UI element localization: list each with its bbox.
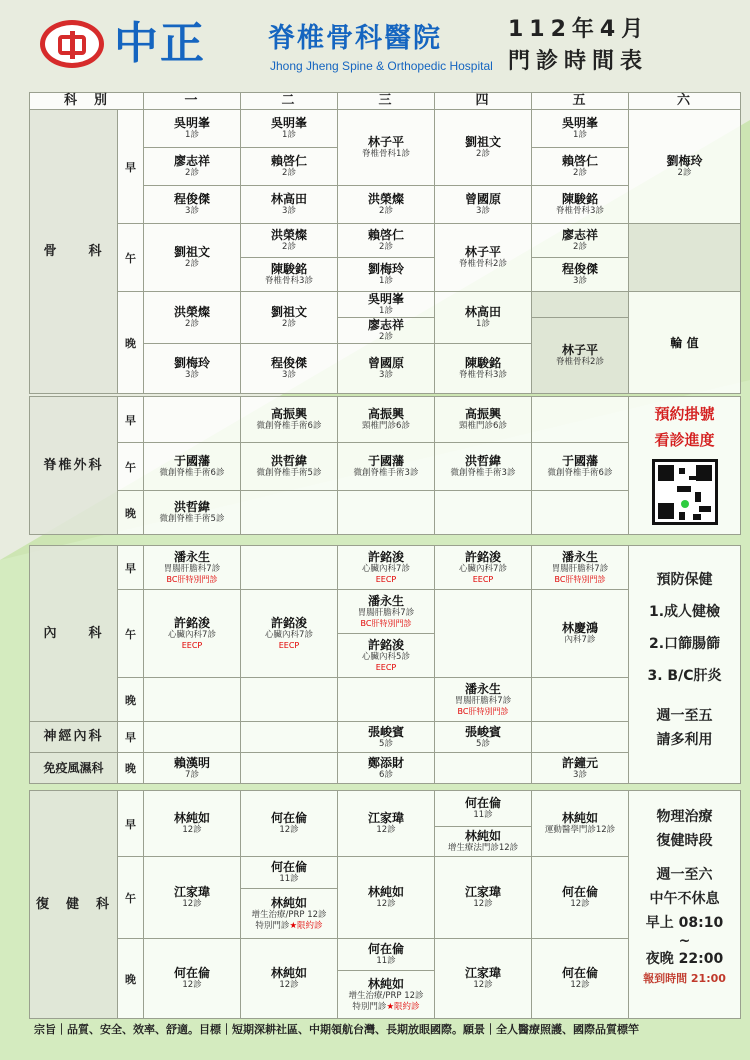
- schedule-cell: 廖志祥 2診: [532, 224, 629, 258]
- schedule-cell: 吳明峯 1診: [338, 292, 435, 318]
- schedule-cell: 林子平 脊椎骨科1診: [338, 110, 435, 186]
- physio-note: 中午不休息: [649, 891, 720, 907]
- dept-rehab: 復 健 科: [30, 791, 118, 1019]
- schedule-cell: 林慶鴻 內科7診: [532, 590, 629, 678]
- col-header-mon: 一: [144, 93, 241, 110]
- schedule-title: 門診時間表: [508, 49, 649, 74]
- schedule-cell: 曾國原 3診: [338, 344, 435, 394]
- physio-title: 物理治療: [656, 809, 713, 825]
- schedule-cell: 洪哲緯 微創脊椎手術3診: [435, 443, 532, 491]
- empty-cell: [144, 678, 241, 722]
- schedule-cell: 高振興 微創脊椎手術6診: [241, 397, 338, 443]
- col-header-dept: 科 別: [30, 93, 144, 110]
- hospital-name-en: Jhong Jheng Spine & Orthopedic Hospital: [270, 59, 493, 73]
- slot-evening: 晚: [118, 292, 144, 394]
- empty-cell: [629, 224, 741, 292]
- schedule-cell: 何在倫 12診: [144, 939, 241, 1019]
- internal-table: [29, 545, 741, 784]
- schedule-cell: 林純如 12診: [338, 857, 435, 939]
- schedule-cell: 許鐘元 3診: [532, 753, 629, 784]
- empty-cell: [532, 292, 629, 318]
- schedule-cell: 賴漢明 7診: [144, 753, 241, 784]
- schedule-cell: 張峻賓 5診: [435, 722, 532, 753]
- physio-checkin: 報到時間 21:00: [643, 972, 726, 985]
- schedule-cell: 林子平 脊椎骨科2診: [532, 318, 629, 394]
- schedule-cell: 于國藩 微創脊椎手術3診: [338, 443, 435, 491]
- slot-morning: 早: [118, 397, 144, 443]
- schedule-cell: 江家瑋 12診: [435, 939, 532, 1019]
- empty-cell: [241, 678, 338, 722]
- empty-cell: [338, 491, 435, 535]
- empty-cell: [532, 722, 629, 753]
- slot-morning: 早: [118, 110, 144, 224]
- schedule-cell: 洪哲緯 微創脊椎手術5診: [241, 443, 338, 491]
- schedule-cell: 林純如 增生療法門診12診: [435, 827, 532, 857]
- schedule-cell: 江家瑋 12診: [338, 791, 435, 857]
- empty-cell: [532, 397, 629, 443]
- schedule-cell: 陳駿銘 脊椎骨科3診: [435, 344, 532, 394]
- slot-evening: 晚: [118, 939, 144, 1019]
- header: [0, 0, 750, 90]
- schedule-cell: 廖志祥 2診: [144, 148, 241, 186]
- schedule-cell: 劉祖文 2診: [144, 224, 241, 292]
- schedule-cell: 高振興 頸椎門診6診: [435, 397, 532, 443]
- schedule-cell: 高振興 頸椎門診6診: [338, 397, 435, 443]
- spine-table: [29, 396, 741, 535]
- slot-noon: 午: [118, 443, 144, 491]
- schedule-cell: 洪榮燦 2診: [144, 292, 241, 344]
- footer-mission: 宗旨｜品質、安全、效率、舒適。目標｜短期深耕社區、中期領航台灣、長期放眼國際。願景｜全人醫療照護、國際品質標竿: [34, 1023, 639, 1036]
- schedule-cell: 林純如 增生治療/PRP 12診 特別門診★限約診: [338, 971, 435, 1019]
- schedule-cell: 陳駿銘 脊椎骨科3診: [241, 258, 338, 292]
- schedule-cell: 程俊傑 3診: [532, 258, 629, 292]
- schedule-cell: 賴啓仁 2診: [241, 148, 338, 186]
- schedule-cell: 鄭添財 6診: [338, 753, 435, 784]
- hospital-logo-icon: [40, 20, 104, 68]
- schedule-cell: 潘永生 胃腸肝膽科7診 BC肝特別門診: [435, 678, 532, 722]
- slot-evening: 晚: [118, 678, 144, 722]
- empty-cell: [338, 678, 435, 722]
- booking-label: 預約掛號: [654, 405, 715, 423]
- schedule-cell: 何在倫 11診: [241, 857, 338, 889]
- schedule-cell: 許銘浚 心臟內科7診 EECP: [338, 546, 435, 590]
- slot-evening: 晚: [118, 491, 144, 535]
- schedule-cell: 程俊傑 3診: [241, 344, 338, 394]
- slot-noon: 午: [118, 590, 144, 678]
- schedule-cell: 陳駿銘 脊椎骨科3診: [532, 186, 629, 224]
- dept-neuro: 神經內科: [30, 722, 118, 753]
- empty-cell: [144, 397, 241, 443]
- schedule-cell: 江家瑋 12診: [435, 857, 532, 939]
- progress-label: 看診進度: [654, 431, 715, 449]
- schedule-cell: 何在倫 11診: [435, 791, 532, 827]
- booking-panel[interactable]: [629, 397, 741, 535]
- schedule-cell: 劉梅玲 2診: [629, 110, 741, 224]
- slot-noon: 午: [118, 224, 144, 292]
- ortho-table: [29, 92, 741, 394]
- schedule-cell: 劉梅玲 1診: [338, 258, 435, 292]
- slot-noon: 午: [118, 857, 144, 939]
- prevention-item: 2.口篩腸篩: [648, 636, 721, 652]
- schedule-cell: 輪 值: [629, 292, 741, 394]
- empty-cell: [144, 722, 241, 753]
- physio-panel: [629, 791, 741, 1019]
- physio-end: 夜晚 22:00: [645, 951, 724, 967]
- physio-days: 週一至六: [656, 867, 713, 883]
- empty-cell: [435, 753, 532, 784]
- schedule-cell: 曾國原 3診: [435, 186, 532, 224]
- schedule-cell: 林高田 3診: [241, 186, 338, 224]
- col-header-fri: 五: [532, 93, 629, 110]
- prevention-item: 1.成人健檢: [648, 604, 721, 620]
- logo-text: 中正: [114, 18, 206, 69]
- col-header-thu: 四: [435, 93, 532, 110]
- schedule-cell: 吳明峯 1診: [241, 110, 338, 148]
- schedule-cell: 劉祖文 2診: [241, 292, 338, 344]
- slot-morning: 早: [118, 546, 144, 590]
- schedule-cell: 林純如 運動醫學門診12診: [532, 791, 629, 857]
- schedule-cell: 林純如 增生治療/PRP 12診 特別門診★限約診: [241, 889, 338, 939]
- schedule-cell: 林純如 12診: [144, 791, 241, 857]
- dept-internal: 內 科: [30, 546, 118, 722]
- schedule-cell: 洪榮燦 2診: [338, 186, 435, 224]
- schedule-cell: 許銘浚 心臟內科7診 EECP: [241, 590, 338, 678]
- schedule-cell: 林子平 脊椎骨科2診: [435, 224, 532, 292]
- prevention-days: 週一至五: [656, 708, 713, 724]
- empty-cell: [435, 590, 532, 678]
- prevention-panel: [629, 546, 741, 784]
- schedule-cell: 劉祖文 2診: [435, 110, 532, 186]
- col-header-wed: 三: [338, 93, 435, 110]
- empty-cell: [241, 753, 338, 784]
- empty-cell: [241, 546, 338, 590]
- schedule-cell: 于國藩 微創脊椎手術6診: [144, 443, 241, 491]
- empty-cell: [241, 491, 338, 535]
- prevention-title: 預防保健: [656, 572, 713, 588]
- col-header-sat: 六: [629, 93, 741, 110]
- schedule-cell: 劉梅玲 3診: [144, 344, 241, 394]
- schedule-cell: 洪榮燦 2診: [241, 224, 338, 258]
- schedule-cell: 吳明峯 1診: [144, 110, 241, 148]
- schedule-cell: 賴啓仁 2診: [532, 148, 629, 186]
- schedule-cell: 許銘浚 心臟內科7診 EECP: [144, 590, 241, 678]
- schedule-cell: 賴啓仁 2診: [338, 224, 435, 258]
- col-header-tue: 二: [241, 93, 338, 110]
- schedule-cell: 何在倫 12診: [241, 791, 338, 857]
- schedule-cell: 潘永生 胃腸肝膽科7診 BC肝特別門診: [144, 546, 241, 590]
- schedule-cell: 于國藩 微創脊椎手術6診: [532, 443, 629, 491]
- schedule-cell: 洪哲緯 微創脊椎手術5診: [144, 491, 241, 535]
- qr-code-icon[interactable]: [652, 459, 718, 525]
- empty-cell: [241, 722, 338, 753]
- slot-morning: 早: [118, 791, 144, 857]
- year-month: 112年4月: [508, 17, 650, 42]
- rehab-table: [29, 790, 741, 1019]
- empty-cell: [532, 678, 629, 722]
- schedule-cell: 潘永生 胃腸肝膽科7診 BC肝特別門診: [338, 590, 435, 634]
- schedule-cell: 林純如 12診: [241, 939, 338, 1019]
- prevention-item: 3. B/C肝炎: [647, 668, 722, 684]
- prevention-note: 請多利用: [656, 732, 713, 748]
- schedule-cell: 廖志祥 2診: [338, 318, 435, 344]
- schedule-cell: 吳明峯 1診: [532, 110, 629, 148]
- hospital-name: 脊椎骨科醫院: [268, 23, 442, 54]
- empty-cell: [532, 491, 629, 535]
- schedule-cell: 許銘浚 心臟內科5診 EECP: [338, 634, 435, 678]
- schedule-cell: 潘永生 胃腸肝膽科7診 BC肝特別門診: [532, 546, 629, 590]
- physio-start: 早上 08:10: [645, 915, 724, 931]
- slot-evening: 晚: [118, 753, 144, 784]
- dept-immune: 免疫風濕科: [30, 753, 118, 784]
- schedule-cell: 何在倫 12診: [532, 939, 629, 1019]
- schedule-cell: 何在倫 12診: [532, 857, 629, 939]
- empty-cell: [435, 491, 532, 535]
- physio-range: ~: [678, 933, 691, 949]
- physio-subtitle: 復健時段: [656, 833, 713, 849]
- slot-morning: 早: [118, 722, 144, 753]
- schedule-cell: 張峻賓 5診: [338, 722, 435, 753]
- schedule-cell: 林高田 1診: [435, 292, 532, 344]
- schedule-cell: 江家瑋 12診: [144, 857, 241, 939]
- schedule-cell: 何在倫 11診: [338, 939, 435, 971]
- dept-spine: 脊椎外科: [30, 397, 118, 535]
- dept-ortho: 骨 科: [30, 110, 118, 394]
- schedule-cell: 許銘浚 心臟內科7診 EECP: [435, 546, 532, 590]
- schedule-cell: 程俊傑 3診: [144, 186, 241, 224]
